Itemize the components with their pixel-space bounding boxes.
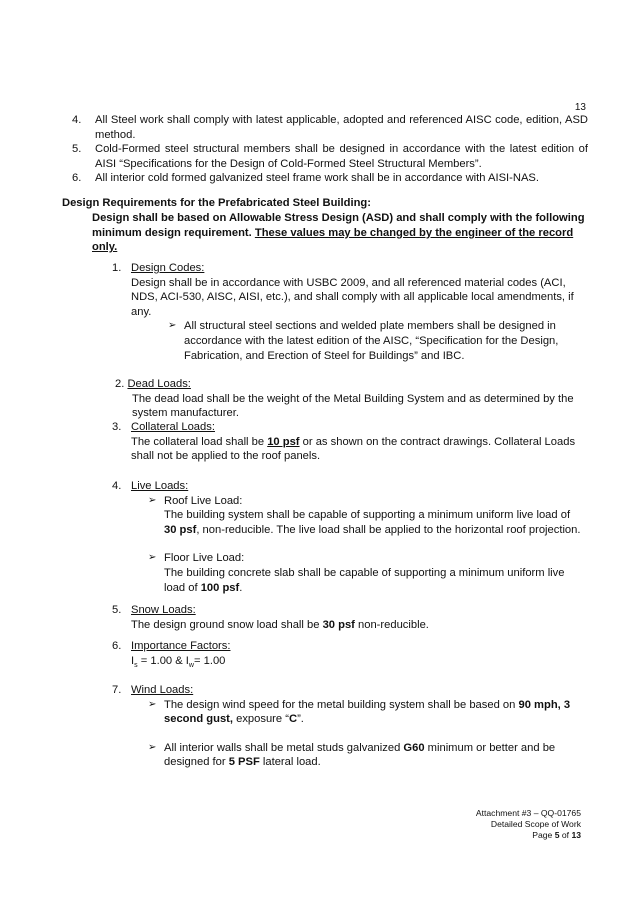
- list-item: [72, 171, 588, 186]
- section-title: Live Loads:: [131, 480, 189, 492]
- list-item: [72, 142, 588, 171]
- section-number: 6.: [112, 640, 122, 652]
- section-wind-loads: [112, 683, 582, 770]
- section-number: 5.: [112, 604, 122, 616]
- section-number: 7.: [112, 684, 122, 696]
- floor-live-load-value: 100 psf: [200, 581, 240, 594]
- body-text: = 1.00 & I: [137, 654, 189, 667]
- arrow-bullet-icon: ➢: [148, 552, 157, 564]
- body-text: The collateral load shall be: [131, 435, 268, 448]
- list-text: Cold-Formed steel structural members shall be designed in accordance with the latest edition of AISI “Specifications for the Design of Cold-Formed Steel Structural Members”.: [95, 143, 588, 170]
- arrow-bullet-icon: ➢: [148, 741, 157, 753]
- body-text: The building system shall be capable of supporting a minimum uniform live load of: [164, 509, 571, 522]
- arrow-bullet-icon: ➢: [148, 698, 157, 710]
- footer-attachment: Attachment #3 – QQ-01765: [475, 808, 581, 818]
- list-text: All interior cold formed galvanized steel frame work shall be in accordance with AISI-NAS.: [95, 172, 539, 185]
- bullet-text: [164, 508, 584, 537]
- footer-page-number: [476, 830, 581, 841]
- section-body: [112, 618, 582, 633]
- snow-load-value: 30 psf: [322, 618, 355, 631]
- body-text: lateral load.: [259, 756, 321, 769]
- galvanized-grade-value: G60: [403, 741, 425, 754]
- total-pages: 13: [571, 830, 581, 840]
- bullet-item: [148, 551, 584, 595]
- arrow-bullet-icon: ➢: [148, 494, 157, 506]
- section-title: Wind Loads:: [131, 684, 194, 696]
- section-live-loads: [112, 479, 582, 595]
- list-number: 6.: [72, 172, 82, 185]
- bullet-title: Floor Live Load:: [164, 552, 245, 565]
- section-number: 2.: [115, 378, 125, 390]
- section-body: The dead load shall be the weight of the Metal Building System and as determined by the system manufacturer.: [132, 392, 574, 420]
- design-basis: [92, 211, 590, 255]
- body-text: minimum or better and be designed for: [164, 741, 556, 769]
- body-text: = 1.00: [193, 654, 226, 667]
- section-title: Collateral Loads:: [131, 421, 215, 433]
- body-text: exposure “: [233, 713, 289, 726]
- section-number: 4.: [112, 480, 122, 492]
- body-text: non-reducible.: [354, 618, 429, 631]
- section-heading: Design Requirements for the Prefabricated Steel Building:: [62, 197, 371, 209]
- body-text: The building concrete slab shall be capable of supporting a minimum uniform live load of: [164, 566, 565, 594]
- roof-live-load-value: 30 psf: [164, 523, 197, 536]
- arrow-bullet-icon: ➢: [168, 320, 177, 332]
- subscript: w: [188, 661, 194, 669]
- design-basis-note: These values may be changed by the engineer of the record only.: [92, 226, 574, 254]
- section-number: 1.: [112, 262, 122, 274]
- section-title: Dead Loads:: [127, 378, 191, 390]
- body-text: or as shown on the contract drawings. Collateral Loads shall not be applied to the roof panels.: [131, 435, 576, 463]
- bullet-title: Roof Live Load:: [164, 494, 243, 507]
- page-footer: [476, 808, 581, 841]
- page-corner-number: 13: [574, 102, 586, 113]
- list-item: [72, 113, 588, 142]
- section-title: Design Codes:: [131, 262, 205, 274]
- list-number: 4.: [72, 114, 82, 126]
- footer-scope: Detailed Scope of Work: [490, 819, 581, 829]
- footer-text: Page: [532, 830, 555, 840]
- footer-text: of: [559, 830, 572, 840]
- bullet-text: All structural steel sections and welded plate members shall be designed in accordance with the latest edition of the AISC, “Specification for the Design, Fabrication, and Erection of Steel for Buildings” and IBC.: [184, 320, 559, 362]
- body-text: , non-reducible. The live load shall be applied to the horizontal roof projection.: [196, 523, 581, 536]
- bullet-item: [148, 741, 584, 770]
- body-text: All interior walls shall be metal studs galvanized: [164, 741, 404, 754]
- lateral-load-value: 5 PSF: [228, 756, 260, 769]
- section-title: Snow Loads:: [131, 604, 196, 616]
- importance-factor-values: [112, 654, 582, 674]
- section-body: [112, 435, 582, 464]
- bullet-item: [148, 494, 584, 538]
- section-design-codes: [112, 261, 582, 363]
- bullet-item: [168, 319, 582, 363]
- list-text: All Steel work shall comply with latest applicable, adopted and referenced AISC code, edition, ASD method.: [95, 114, 588, 141]
- section-snow-loads: [112, 603, 582, 632]
- section-body: Design shall be in accordance with USBC 2009, and all referenced material codes (ACI, NDS, ACI-530, AISC, AISI, etc.), and shall comply with all applicable local amendments, if any.: [131, 276, 574, 318]
- section-collateral-loads: [112, 420, 582, 464]
- section-title: Importance Factors:: [131, 640, 231, 652]
- wind-speed-value: 90 mph, 3 second gust,: [164, 698, 571, 726]
- bullet-item: [148, 698, 584, 727]
- current-page: 5: [554, 830, 560, 840]
- body-text: I: [131, 654, 135, 667]
- exposure-value: C: [288, 713, 298, 726]
- list-number: 5.: [72, 143, 82, 156]
- intro-list: [72, 113, 588, 186]
- design-basis-text: Design shall be based on Allowable Stress Design (ASD) and shall comply with the following minimum design requirement.: [92, 212, 585, 239]
- section-importance-factors: [112, 639, 582, 673]
- collateral-load-value: 10 psf: [267, 435, 300, 448]
- body-text: The design ground snow load shall be: [131, 618, 323, 631]
- section-number: 3.: [112, 421, 122, 433]
- body-text: .: [239, 581, 243, 594]
- subscript: s: [134, 661, 138, 669]
- bullet-text: [164, 566, 584, 595]
- body-text: The design wind speed for the metal building system shall be based on: [164, 698, 519, 711]
- body-text: ”.: [297, 713, 304, 726]
- section-dead-loads: [115, 377, 585, 421]
